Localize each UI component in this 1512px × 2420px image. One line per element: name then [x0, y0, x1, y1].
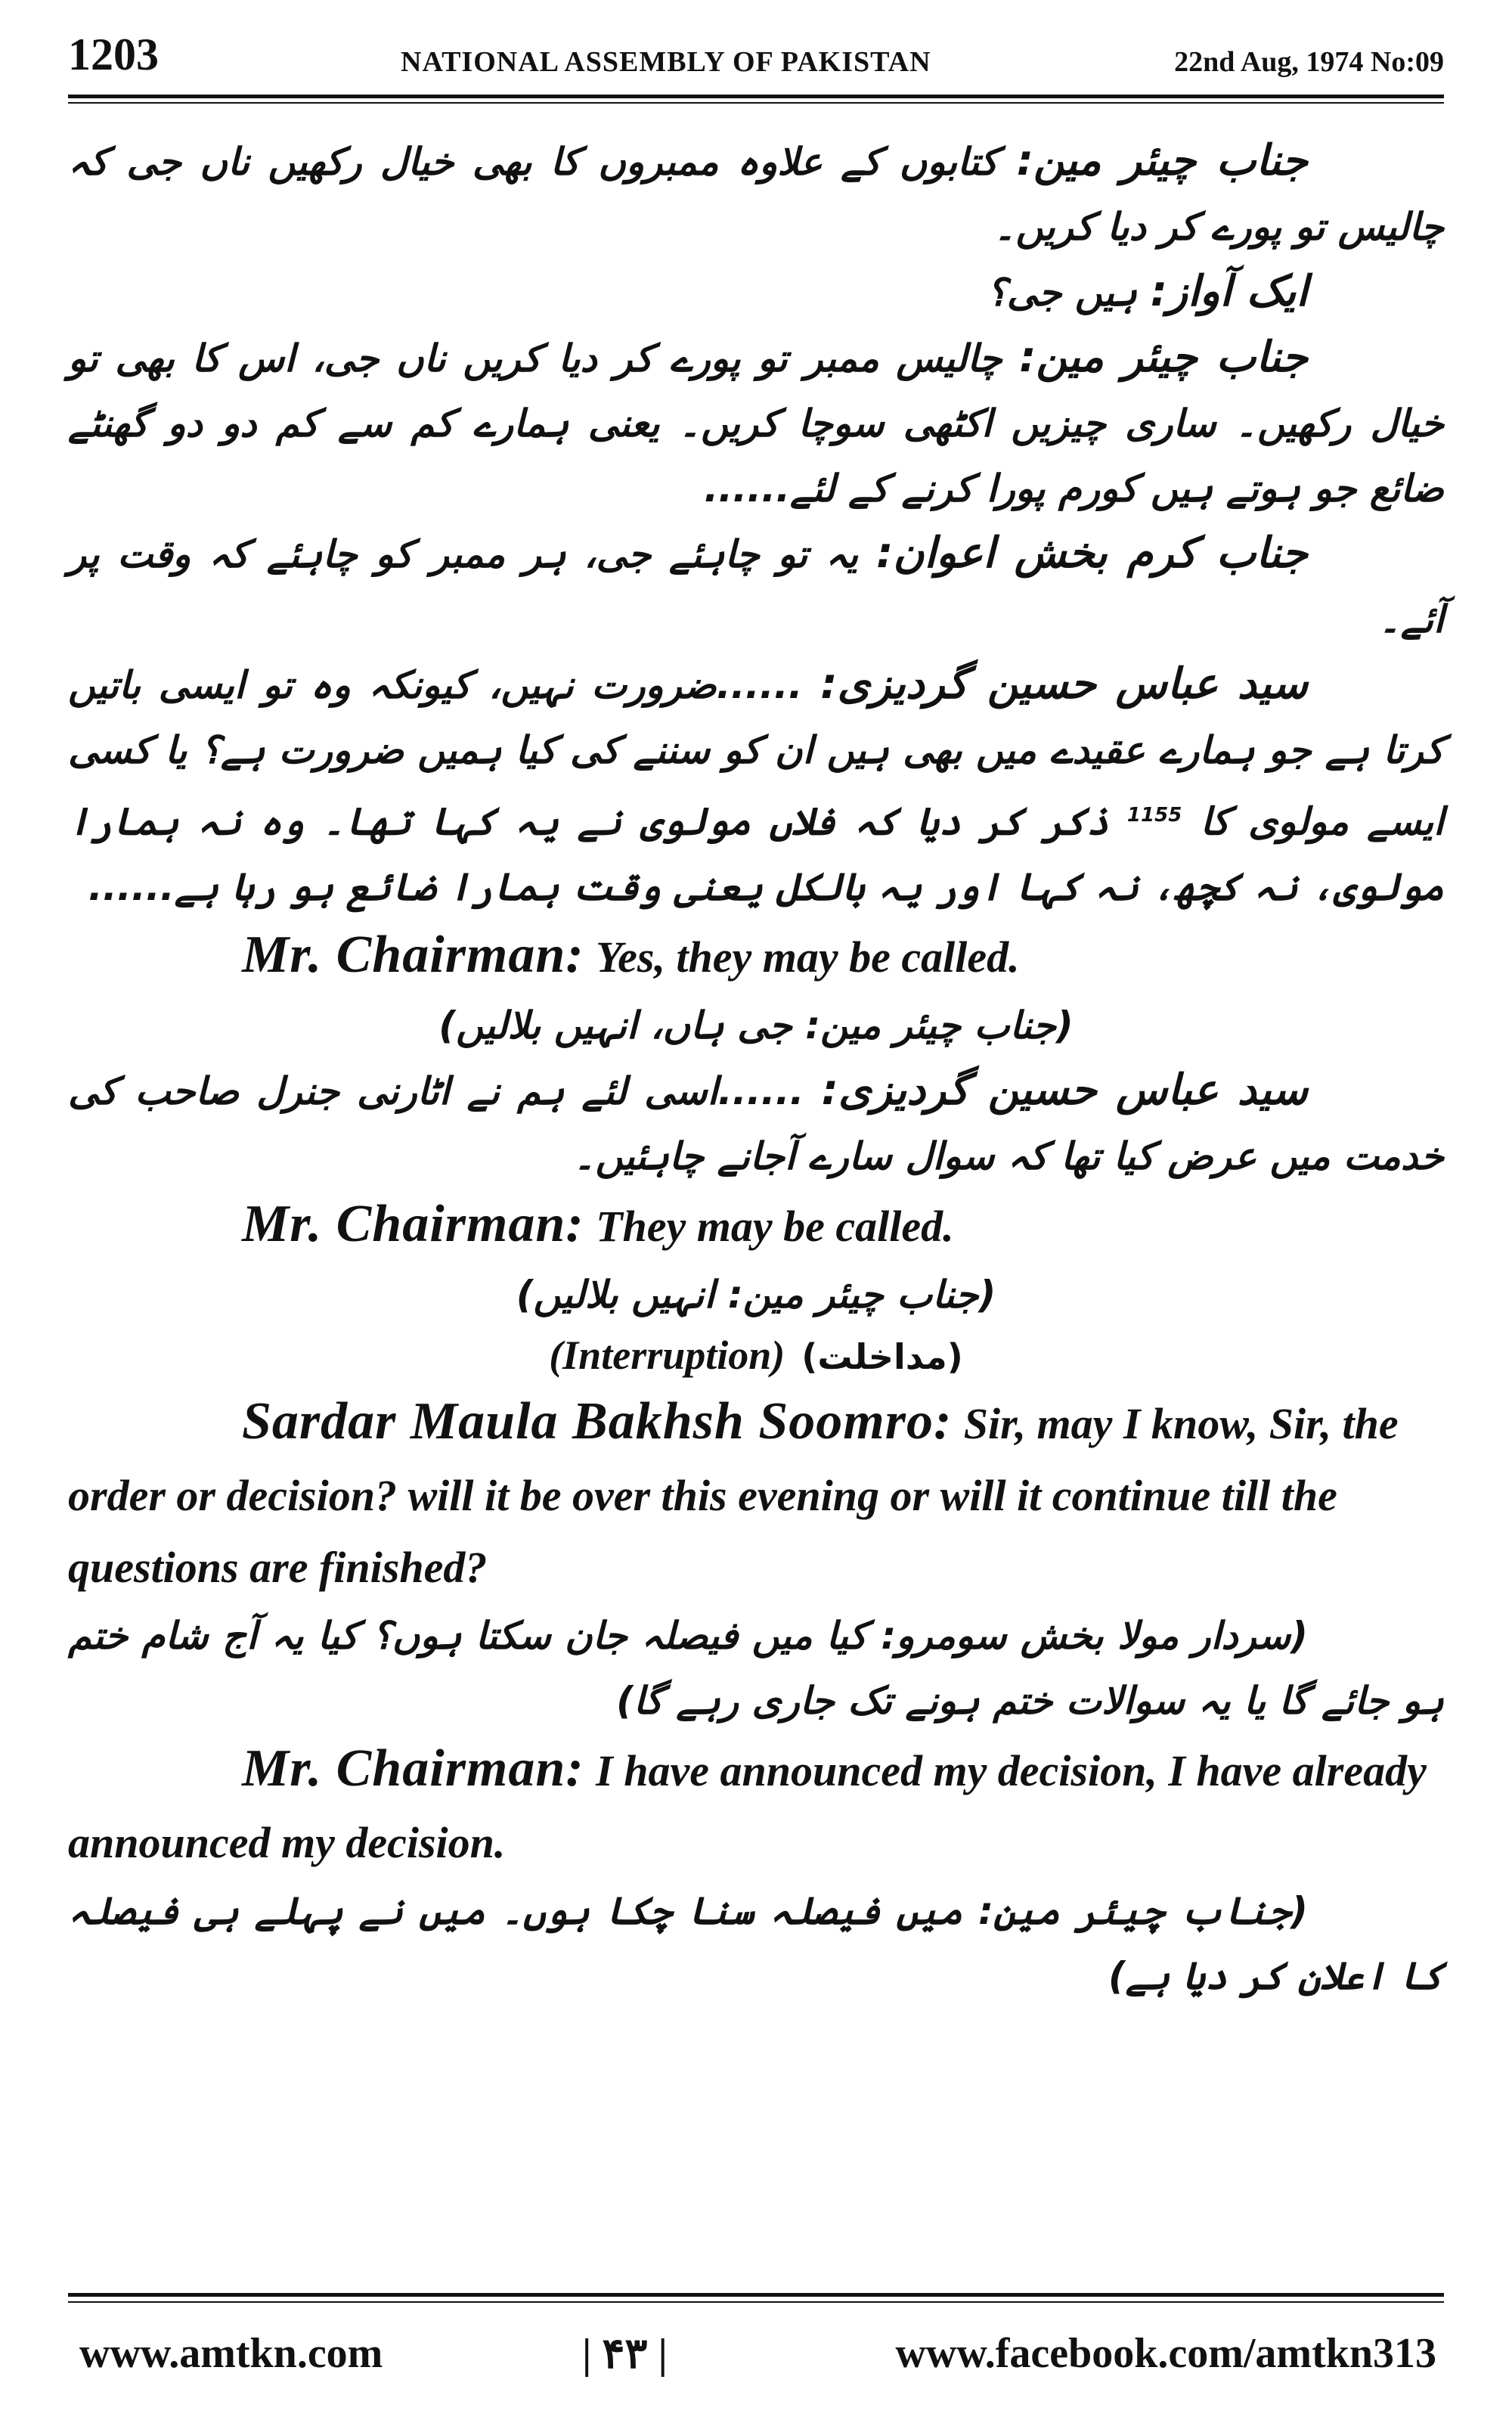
speech-text: ہیں جی؟: [987, 271, 1138, 315]
header-date-issue: 22nd Aug, 1974 No:09: [1174, 46, 1444, 78]
page-number: 1203: [68, 29, 159, 79]
urdu-paragraph: [68, 652, 1444, 920]
urdu-paragraph: [68, 325, 1444, 521]
interruption-urdu: (مداخلت): [801, 1336, 963, 1377]
transcript-body: [68, 129, 1444, 2009]
english-paragraph: [68, 1733, 1444, 1879]
speaker-name: جناب کرم بخش اعوان:: [875, 529, 1309, 578]
page-footer: [68, 2314, 1444, 2382]
interruption-english: (Interruption): [549, 1332, 785, 1378]
footer-page-marker: | ۴۳ |: [582, 2331, 668, 2378]
speech-text: ......ضرورت نہیں، کیونکہ وہ تو ایسی باتیں کرتا ہے جو ہمارے عقیدے میں بھی ہیں ان کو سننے کی کیا ہمیں ضرورت ہے؟ یا کسی ایسے مولوی کا: [68, 663, 1445, 844]
urdu-paragraph: [68, 129, 1444, 259]
footnote-marker[interactable]: 1155: [1126, 804, 1182, 827]
speaker-name: سید عباس حسین گردیزی:: [820, 659, 1308, 709]
speaker-name: سید عباس حسین گردیزی:: [821, 1065, 1308, 1115]
header-rule-thick: [68, 95, 1444, 98]
speech-text: چالیس ممبر تو پورے کر دیا کریں ناں جی، اس کا بھی تو خیال رکھیں۔ ساری چیزیں اکٹھی سوچا کریں۔ یعنی ہمارے کم سے کم دو دو گھنٹے ضائع جو ہوتے ہیں کورم پورا کرنے کے لئے......: [68, 337, 1444, 510]
speech-text: Yes, they may be called.: [596, 932, 1020, 982]
english-paragraph: [68, 1189, 1444, 1262]
header-rule-thin: [68, 102, 1444, 104]
urdu-translation: (جناب چیئر مین: انہیں بلالیں): [516, 1272, 996, 1317]
speech-text-continued: ذکر کر دیا کہ فلاں مولوی نے یہ کہا تھا۔ وہ نہ ہمارا مولوی، نہ کچھ، نہ کہا اور یہ بالکل یعنی وقت ہمارا ضائع ہو رہا ہے......: [68, 799, 1444, 909]
speech-text: یہ تو چاہئے جی، ہر ممبر کو چاہئے کہ وقت پر آئے۔: [68, 532, 1444, 641]
speaker-name: Sardar Maula Bakhsh Soomro:: [242, 1392, 953, 1450]
speaker-name: Mr. Chairman:: [242, 925, 584, 984]
footer-rule-thin: [68, 2301, 1444, 2303]
speech-text: They may be called.: [596, 1201, 954, 1251]
speaker-name: جناب چیئر مین:: [1016, 136, 1308, 185]
urdu-paragraph: [68, 1058, 1444, 1189]
english-paragraph: [68, 1386, 1444, 1603]
footer-rule-thick: [68, 2293, 1444, 2297]
urdu-paragraph: [68, 521, 1444, 652]
speech-text: I have announced my decision, I have already announced my decision.: [68, 1745, 1427, 1867]
english-paragraph: [68, 920, 1444, 993]
speaker-name: جناب چیئر مین:: [1019, 333, 1308, 382]
speaker-name: Mr. Chairman:: [242, 1739, 584, 1798]
interruption-note: [68, 1332, 1444, 1379]
urdu-translation: (سردار مولا بخش سومرو: کیا میں فیصلہ جان سکتا ہوں؟ کیا یہ آج شام ختم ہو جائے گا یا یہ سوالات ختم ہونے تک جاری رہے گا): [68, 1613, 1444, 1723]
urdu-translation: (جناب چیئر مین: جی ہاں، انہیں بلالیں): [438, 1003, 1074, 1047]
speaker-name: ایک آواز:: [1150, 267, 1308, 316]
page-header: [68, 29, 1444, 89]
header-title: NATIONAL ASSEMBLY OF PAKISTAN: [401, 46, 931, 78]
speech-text: ......اسی لئے ہم نے اٹارنی جنرل صاحب کی خدمت میں عرض کیا تھا کہ سوال سارے آجانے چاہئیں۔: [68, 1069, 1444, 1178]
speech-text: کتابوں کے علاوہ ممبروں کا بھی خیال رکھیں ناں جی کہ چالیس تو پورے کر دیا کریں۔: [68, 140, 1444, 249]
footer-website-link[interactable]: www.amtkn.com: [79, 2330, 383, 2377]
speech-text: Sir, may I know, Sir, the order or decision? will it be over this evening or will it continue till the questions are finished?: [68, 1398, 1399, 1592]
speaker-name: Mr. Chairman:: [242, 1194, 584, 1253]
urdu-paragraph: [68, 259, 1444, 325]
urdu-translation: (جناب چیئر مین: میں فیصلہ سنا چکا ہوں۔ میں نے پہلے ہی فیصلہ کا اعلان کر دیا ہے): [68, 1888, 1444, 1998]
footer-facebook-link[interactable]: www.facebook.com/amtkn313: [895, 2330, 1436, 2377]
